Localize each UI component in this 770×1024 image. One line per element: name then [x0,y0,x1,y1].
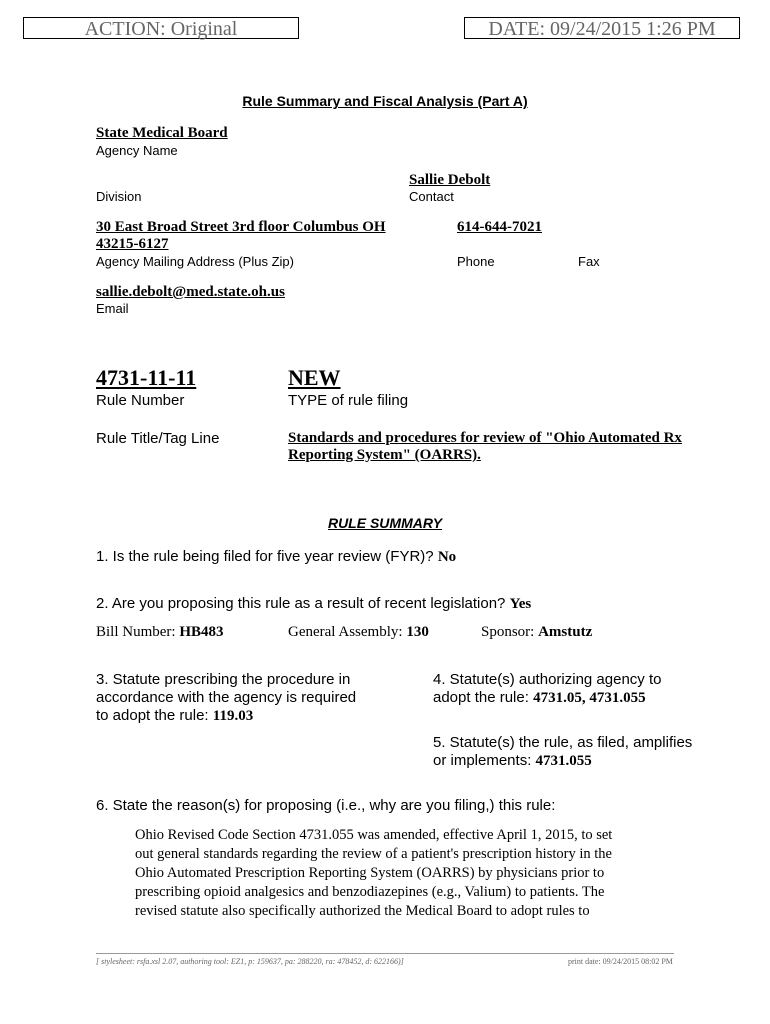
address-line1: 30 East Broad Street 3rd floor Columbus OH [96,219,386,235]
question-3-line1: 3. Statute prescribing the procedure in [96,671,351,688]
question-2-text: 2. Are you proposing this rule as a result of recent legislation? [96,595,506,612]
question-4-answer: 4731.05, 4731.055 [533,690,646,706]
rule-number: 4731-11-11 [96,365,197,390]
answer-line: Ohio Revised Code Section 4731.055 was amended, effective April 1, 2015, to set [135,827,613,843]
question-4-line2-wrap [433,689,661,707]
question-2-answer: Yes [509,596,532,612]
agency-name-label: Agency Name [96,143,178,158]
footer-print-date: print date: 09/24/2015 08:02 PM [568,957,673,966]
rule-title-line1: Standards and procedures for review of "Ohio Automated Rx [288,430,682,446]
question-3 [96,671,356,725]
question-6-answer [135,826,612,921]
question-3-line3: to adopt the rule: [96,707,209,724]
question-5 [433,734,692,770]
question-6: 6. State the reason(s) for proposing (i.e., why are you filing,) this rule: [96,797,556,814]
rule-number-label: Rule Number [96,392,185,409]
question-2 [96,595,531,613]
rule-title-line2: Reporting System" (OARRS). [288,447,481,463]
phone-label: Phone [457,254,495,269]
answer-line: Ohio Automated Prescription Reporting System (OARRS) by physicians prior to [135,865,605,881]
question-5-line2-wrap [433,752,692,770]
rule-title-label: Rule Title/Tag Line [96,430,220,447]
answer-line: prescribing opioid analgesics and benzodiazepines (e.g., Valium) to patients. The [135,884,605,900]
address-label: Agency Mailing Address (Plus Zip) [96,254,294,269]
rule-summary-heading: RULE SUMMARY [327,515,443,531]
fax-label: Fax [578,254,600,269]
general-assembly [288,624,429,641]
question-4-line1: 4. Statute(s) authorizing agency to [433,671,662,688]
date-box: DATE: 09/24/2015 1:26 PM [464,17,740,39]
contact-label: Contact [409,189,454,204]
sponsor [481,624,592,641]
phone-value: 614-644-7021 [457,219,542,235]
bill-value: HB483 [179,624,224,640]
question-3-line3-wrap [96,707,356,725]
page-title: Rule Summary and Fiscal Analysis (Part A) [242,93,528,109]
question-1-text: 1. Is the rule being filed for five year review (FYR)? [96,548,434,565]
bill-label: Bill Number: [96,624,176,640]
question-5-line1: 5. Statute(s) the rule, as filed, amplifies [433,734,693,751]
question-1-answer: No [437,549,457,565]
question-4-line2: adopt the rule: [433,689,529,706]
question-1 [96,548,456,566]
rule-type-label: TYPE of rule filing [288,392,409,409]
answer-line: revised statute also specifically authorized the Medical Board to adopt rules to [135,903,590,919]
sponsor-label: Sponsor: [481,624,535,640]
rule-type: NEW [288,365,341,390]
assembly-label: General Assembly: [288,624,403,640]
bill-number [96,624,224,641]
footer-divider [96,953,674,954]
action-box: ACTION: Original [23,17,299,39]
footer-stylesheet: [ stylesheet: rsfa.xsl 2.07, authoring tool: EZ1, p: 159637, pa: 288220, ra: 478452, d: 622166)] [96,957,404,966]
division-label: Division [96,189,142,204]
email-label: Email [96,301,129,316]
sponsor-value: Amstutz [538,624,593,640]
email-value: sallie.debolt@med.state.oh.us [96,284,285,300]
address-line2: 43215-6127 [96,236,169,252]
question-5-line2: or implements: [433,752,532,769]
answer-line: out general standards regarding the review of a patient's prescription history in the [135,846,612,862]
assembly-value: 130 [406,624,429,640]
question-4 [433,671,661,707]
question-3-answer: 119.03 [212,708,254,724]
question-5-answer: 4731.055 [535,753,592,769]
contact-name: Sallie Debolt [409,172,491,188]
question-3-line2: accordance with the agency is required [96,689,357,706]
agency-name: State Medical Board [96,125,228,141]
